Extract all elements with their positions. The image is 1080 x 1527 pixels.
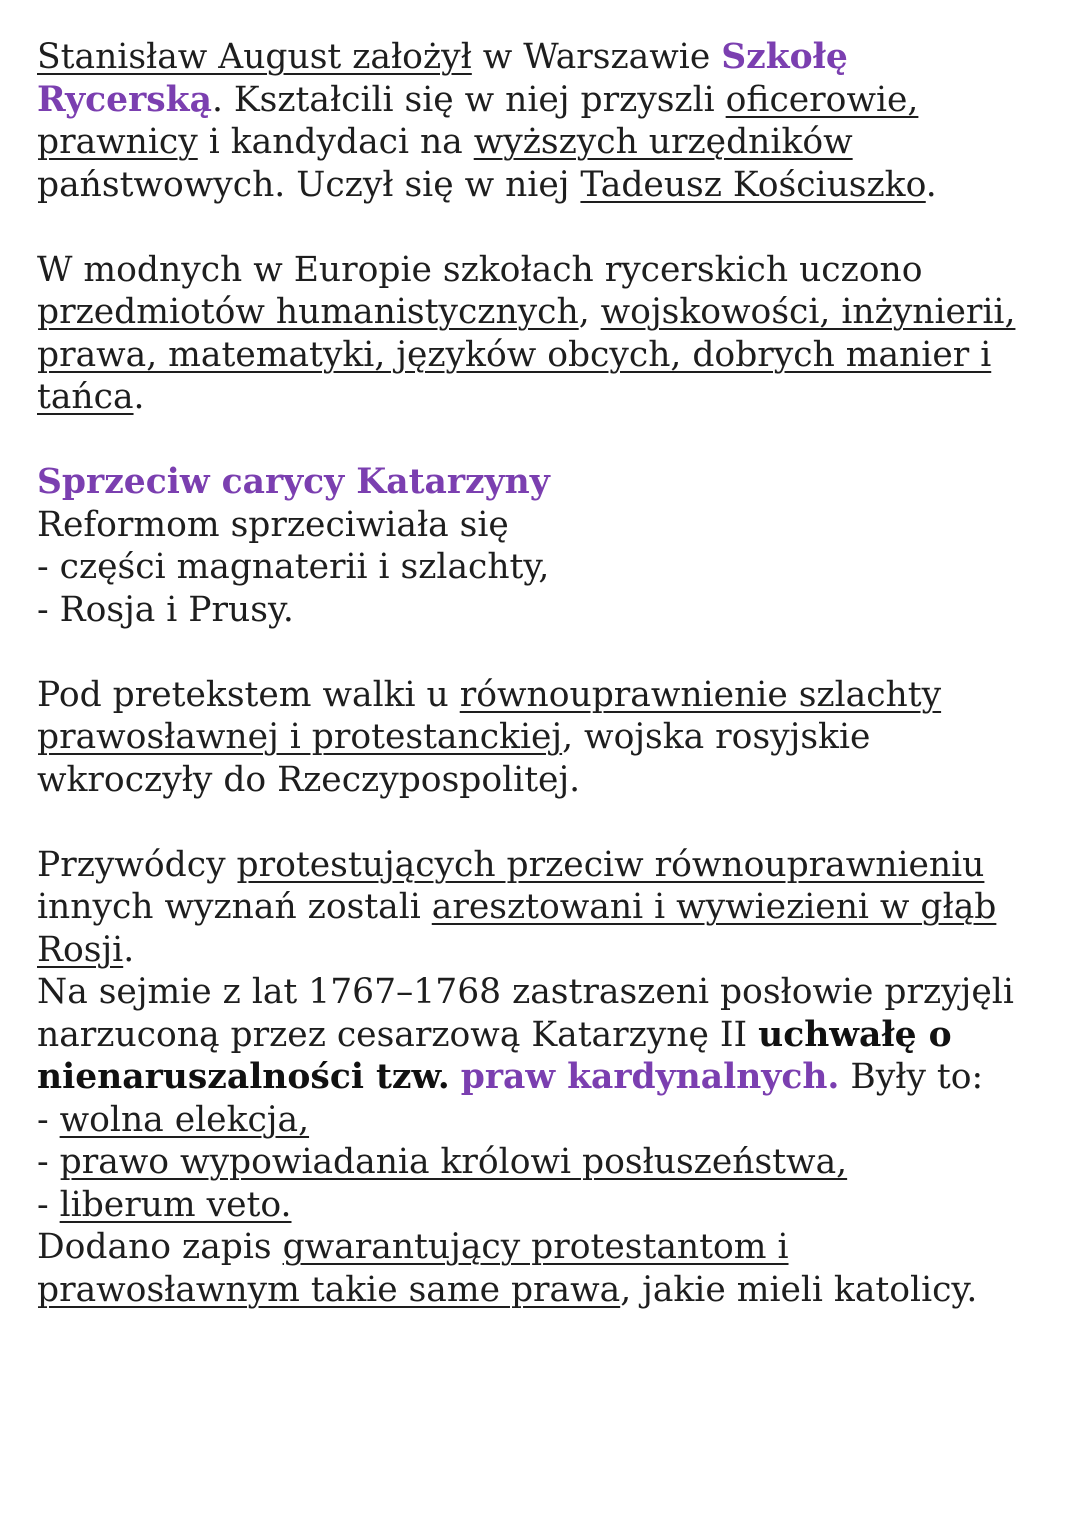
cardinal-laws-highlight: praw kardynalnych. [460, 1057, 840, 1097]
resolution-bold: uchwałę o nienaruszalności tzw. [37, 1014, 952, 1097]
guarantee-phrase: gwarantujący protestantom i prawosławnym takie same prawa [37, 1227, 789, 1310]
list-dash: - [37, 1184, 60, 1225]
section-heading: Sprzeciw carycy Katarzyny [37, 462, 550, 502]
list-dash: - [37, 1142, 60, 1182]
text-span: Pod pretekstem walki u [37, 674, 460, 715]
text-span: innych wyznań zostali [37, 887, 432, 927]
text-span: . [925, 164, 937, 205]
text-span: Przywódcy [37, 844, 237, 885]
text-span: , wojska rosyjskie wkroczyły do Rzeczypospolitej. [37, 717, 871, 800]
opposition-item: - Rosja i Prusy. [37, 589, 294, 630]
list-item-text: prawo wypowiadania królowi posłuszeństwa, [59, 1142, 848, 1182]
text-span: , [578, 292, 601, 332]
list-dash: - [37, 1099, 60, 1140]
text-span: . [133, 377, 145, 417]
humanities-phrase: przedmiotów humanistycznych [37, 292, 579, 332]
text-span: państwowych. Uczył się w niej [37, 164, 581, 205]
founder-phrase: Stanisław August założył [37, 37, 472, 77]
spacer [37, 631, 1040, 674]
text-span: Na sejmie z lat 1767–1768 zastraszeni posłowie przyjęli narzuconą przez cesarzową Katarzynę II [37, 972, 1014, 1055]
text-span: . Kształcili się w niej przyszli [211, 79, 726, 120]
paragraph-guarantee [37, 1226, 1040, 1311]
paragraph-sejm [37, 971, 1040, 1099]
paragraph-knights-school [37, 36, 1040, 206]
list-item [37, 1184, 1040, 1227]
list-item-text: liberum veto. [59, 1184, 292, 1225]
text-span: , jakie mieli katolicy. [620, 1269, 978, 1310]
text-span: Dodano zapis [37, 1227, 283, 1267]
list-item [37, 1099, 1040, 1142]
kosciuszko-phrase: Tadeusz Kościuszko [580, 164, 926, 205]
officials-phrase: wyższych urzędników [473, 122, 853, 162]
paragraph-subjects [37, 249, 1040, 419]
paragraph-leaders [37, 844, 1040, 972]
list-item-text: wolna elekcja, [59, 1099, 310, 1140]
opposition-item: - części magnaterii i szlachty, [37, 547, 550, 587]
text-span: Były to: [839, 1057, 984, 1097]
spacer [37, 206, 1040, 249]
list-item [37, 1141, 1040, 1184]
protesters-phrase: protestujących przeciw równouprawnieniu [236, 844, 985, 885]
arrested-phrase: aresztowani i wywiezieni w głąb Rosji [37, 887, 997, 970]
spacer [37, 801, 1040, 844]
text-span [450, 1057, 461, 1097]
text-span: i kandydaci na [197, 122, 474, 162]
spacer [37, 419, 1040, 462]
paragraph-pretext [37, 674, 1040, 802]
opposition-intro: Reformom sprzeciwiała się [37, 504, 509, 545]
equality-phrase: równouprawnienie szlachty prawosławnej i protestanckiej [37, 674, 942, 757]
text-span: w Warszawie [471, 37, 722, 77]
subjects-list-phrase: wojskowości, inżynierii, prawa, matematyki, języków obcych, dobrych manier i tańca [37, 292, 1016, 417]
officers-lawyers-phrase: oficerowie, prawnicy [37, 79, 919, 162]
school-name-highlight: Szkołę Rycerską [37, 37, 848, 120]
text-span: W modnych w Europie szkołach rycerskich uczono [37, 249, 923, 290]
text-span: . [123, 929, 135, 970]
